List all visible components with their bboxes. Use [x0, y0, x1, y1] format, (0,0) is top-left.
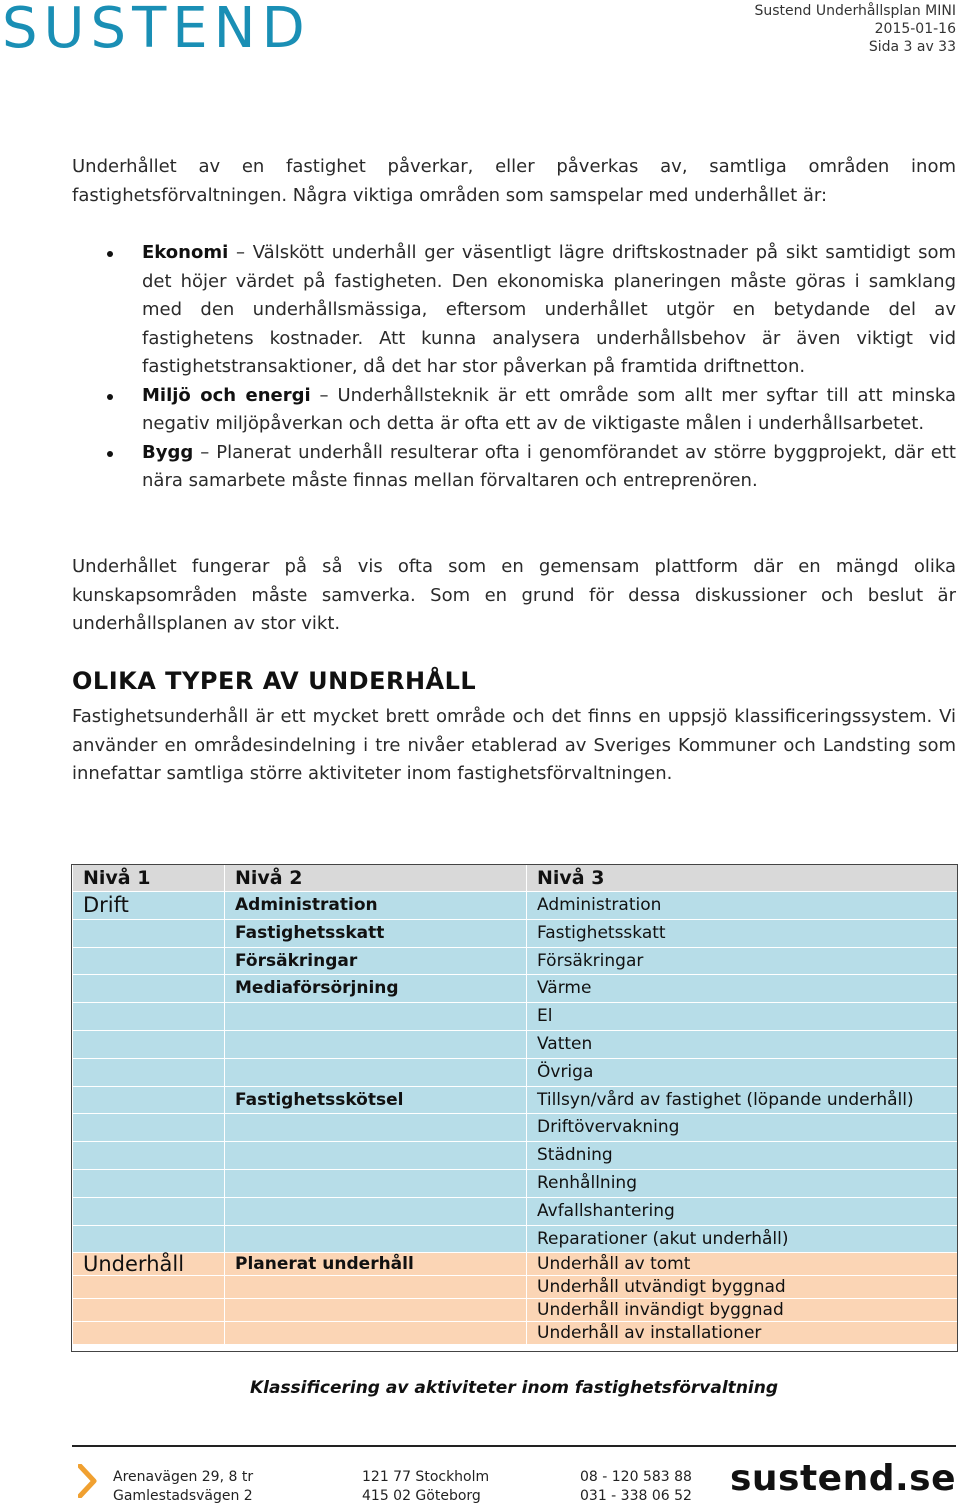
level1-cell [73, 1322, 225, 1345]
level2-cell [225, 1030, 527, 1058]
level3-cell: Övriga [527, 1058, 958, 1086]
address-goteborg: Gamlestadsvägen 2 [113, 1488, 253, 1504]
level1-cell [73, 1197, 225, 1225]
table-row [73, 1058, 958, 1086]
bullet-term: Bygg [142, 441, 194, 463]
bullet-text: – Planerat underhåll resulterar ofta i genomförandet av större byggprojekt, där ett nära samarbete måste finnas mellan förvaltaren och entreprenören. [142, 441, 956, 491]
bullet-dot-icon [107, 451, 113, 457]
level3-cell: Vatten [527, 1030, 958, 1058]
level3-cell: Tillsyn/vård av fastighet (löpande underhåll) [527, 1086, 958, 1114]
sustend-logo: SUSTEND [2, 0, 311, 61]
header-cell: Nivå 3 [527, 865, 958, 892]
level3-cell: Värme [527, 975, 958, 1003]
level1-cell [73, 1003, 225, 1031]
bullet-list [72, 239, 956, 496]
bullet-dot-icon [107, 251, 113, 257]
bullet-item-miljo [72, 382, 956, 439]
postal-stockholm: 121 77 Stockholm [362, 1469, 490, 1485]
level2-cell [225, 1058, 527, 1086]
table-row [73, 1322, 958, 1345]
bullet-text: – Underhållsteknik är ett område som allt mer syftar till att minska negativ miljöpåverkan och detta är ofta ett av de viktigaste målen i underhållsarbetet. [142, 384, 956, 434]
table-row [73, 1169, 958, 1197]
table-row [73, 947, 958, 975]
level3-cell: Administration [527, 892, 958, 920]
level2-cell [225, 1114, 527, 1142]
level3-cell: Avfallshantering [527, 1197, 958, 1225]
level2-cell [225, 1322, 527, 1345]
table-row [73, 1225, 958, 1253]
level3-cell: Underhåll av installationer [527, 1322, 958, 1345]
table-row [73, 975, 958, 1003]
document-meta [754, 2, 956, 56]
header-cell: Nivå 2 [225, 865, 527, 892]
level1-cell [73, 1086, 225, 1114]
footer-addresses [113, 1468, 253, 1506]
bullet-item-ekonomi [72, 239, 956, 382]
level3-cell: Fastighetsskatt [527, 919, 958, 947]
level2-cell [225, 1003, 527, 1031]
table-header-row [73, 865, 958, 892]
level2-cell [225, 1276, 527, 1299]
level2-cell: Administration [225, 892, 527, 920]
level1-cell [73, 1142, 225, 1170]
level3-cell: Underhåll invändigt byggnad [527, 1299, 958, 1322]
level2-cell: Planerat underhåll [225, 1253, 527, 1276]
level1-cell [73, 1225, 225, 1253]
bullet-dot-icon [107, 394, 113, 400]
postal-goteborg: 415 02 Göteborg [362, 1488, 481, 1504]
header-cell: Nivå 1 [73, 865, 225, 892]
level1-cell [73, 1030, 225, 1058]
table-row [73, 1253, 958, 1276]
level3-cell: Underhåll av tomt [527, 1253, 958, 1276]
bullet-text: – Välskött underhåll ger väsentligt lägre driftskostnader på sikt samtidigt som det höjer värdet på fastigheten. Den ekonomiska planeringen måste göras i samklang med den underhållsmässiga, eftersom underhållet utgör en betydande del av fastighetens kostnader. Att kunna analysera underhållsbehov är även viktigt vid fastighetstransaktioner, då det har stor påverkan på framtida driftnetton. [142, 242, 956, 377]
classification-table [72, 864, 958, 1345]
doc-date: 2015-01-16 [874, 21, 956, 37]
address-stockholm: Arenavägen 29, 8 tr [113, 1469, 254, 1485]
level1-cell [73, 1114, 225, 1142]
page-number: Sida 3 av 33 [868, 39, 956, 55]
level3-cell: Driftövervakning [527, 1114, 958, 1142]
intro-paragraph: Underhållet av en fastighet påverkar, eller påverkas av, samtliga områden inom fastighetsförvaltningen. Några viktiga områden som samspelar med underhållet är: [72, 156, 956, 206]
table-row [73, 1299, 958, 1322]
level2-cell [225, 1142, 527, 1170]
table-row [73, 1114, 958, 1142]
level1-cell [73, 975, 225, 1003]
phone-goteborg: 031 - 338 06 52 [580, 1488, 692, 1504]
level1-cell [73, 1058, 225, 1086]
level1-cell [73, 1169, 225, 1197]
table-row [73, 1030, 958, 1058]
phone-stockholm: 08 - 120 583 88 [580, 1469, 692, 1485]
table-row [73, 892, 958, 920]
level3-cell: Försäkringar [527, 947, 958, 975]
table-row [73, 919, 958, 947]
level2-cell [225, 1225, 527, 1253]
table-row [73, 1142, 958, 1170]
bullet-item-bygg [72, 439, 956, 496]
level2-cell: Försäkringar [225, 947, 527, 975]
footer-divider [72, 1445, 956, 1447]
level1-cell [73, 1276, 225, 1299]
section-heading: OLIKA TYPER AV UNDERHÅLL [72, 667, 477, 695]
level3-cell: Renhållning [527, 1169, 958, 1197]
level2-cell: Fastighetsskötsel [225, 1086, 527, 1114]
level3-cell: El [527, 1003, 958, 1031]
level1-cell [73, 947, 225, 975]
level2-cell [225, 1169, 527, 1197]
second-paragraph: Underhållet fungerar på så vis ofta som en gemensam plattform där en mängd olika kunskapsområden måste samverka. Som en grund för dessa diskussioner och beslut är underhållsplanen av stor vikt. [72, 556, 956, 634]
level2-cell: Mediaförsörjning [225, 975, 527, 1003]
level1-cell: Drift [73, 892, 225, 920]
chevron-right-icon [78, 1464, 98, 1498]
table-row [73, 1003, 958, 1031]
website-link[interactable]: sustend.se [729, 1458, 956, 1499]
table-row [73, 1276, 958, 1299]
level1-cell [73, 1299, 225, 1322]
level1-cell: Underhåll [73, 1253, 225, 1276]
level3-cell: Underhåll utvändigt byggnad [527, 1276, 958, 1299]
doc-title: Sustend Underhållsplan MINI [754, 3, 956, 19]
third-paragraph: Fastighetsunderhåll är ett mycket brett område och det finns en uppsjö klassificeringssystem. Vi använder en områdesindelning i tre nivåer etablerad av Sveriges Kommuner och Landsting som innefattar samtliga större aktiviteter inom fastighetsförvaltningen. [72, 706, 956, 784]
table-caption: Klassificering av aktiviteter inom fastighetsförvaltning [249, 1378, 779, 1398]
level3-cell: Städning [527, 1142, 958, 1170]
footer-phones [580, 1468, 692, 1506]
table-row [73, 1197, 958, 1225]
level2-cell: Fastighetsskatt [225, 919, 527, 947]
table-row [73, 1086, 958, 1114]
level3-cell: Reparationer (akut underhåll) [527, 1225, 958, 1253]
level2-cell [225, 1197, 527, 1225]
bullet-term: Miljö och energi [142, 384, 311, 406]
level2-cell [225, 1299, 527, 1322]
level1-cell [73, 919, 225, 947]
footer-postal [362, 1468, 489, 1506]
bullet-term: Ekonomi [142, 242, 229, 263]
